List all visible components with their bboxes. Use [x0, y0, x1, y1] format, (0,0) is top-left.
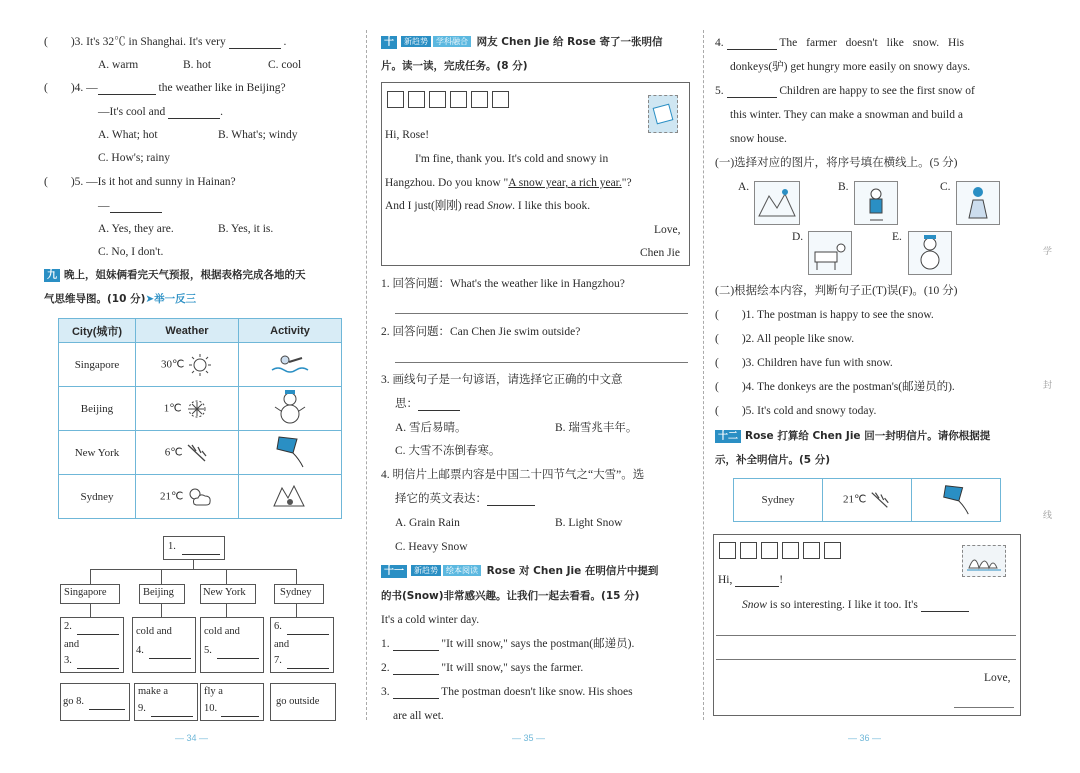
answer-line[interactable] — [716, 659, 1016, 660]
m-q2: 2. 回答问题：Can Chen Jie swim outside? — [381, 326, 581, 338]
table-row: Singapore 30℃ — [59, 343, 342, 387]
col-header-activity: Activity — [239, 319, 342, 343]
answer-blank[interactable] — [151, 705, 193, 717]
postcard: Hi, Rose! I'm fine, thank you. It's cold and snowy in Hangzhou. Do you know "A snow year, a rich year."? And I just(刚刚) read Snow. I like this book. Love, Chen Jie — [381, 82, 690, 266]
mindmap-weather-4: 6. and 7. — [270, 617, 334, 673]
answer-blank[interactable] — [727, 38, 777, 50]
q5-opt-c: C. No, I don't. — [98, 246, 164, 258]
cloudy-icon — [186, 486, 214, 508]
picture-d-farmer-donkey-icon[interactable] — [808, 231, 852, 275]
zip-code-boxes — [387, 91, 513, 111]
mindmap-city-beijing: Beijing — [139, 584, 185, 604]
answer-blank[interactable] — [77, 657, 119, 669]
q4: ( )4. — the weather like in Beijing? — [44, 82, 286, 94]
windy-icon — [185, 441, 209, 465]
page-number: — 35 — — [512, 733, 546, 743]
windy-icon — [869, 489, 891, 511]
mindmap-weather-2: cold and 4. — [132, 617, 196, 673]
column-divider — [703, 30, 704, 720]
part-2-title: (二)根据绘本内容，判断句子正(T)误(F)。(10 分) — [715, 285, 958, 297]
answer-blank[interactable] — [418, 399, 460, 411]
answer-blank[interactable] — [921, 600, 969, 612]
picture-c-children-snow-icon[interactable] — [956, 181, 1000, 225]
section-10-title: 十 新趋势 学科融合 网友 Chen Jie 给 Rose 寄了一张明信 — [381, 35, 663, 49]
opera-house-stamp-icon — [962, 545, 1006, 577]
q3-opt-a: A. warm — [98, 59, 139, 71]
col-header-city: City(城市) — [59, 319, 136, 343]
answer-blank[interactable] — [287, 623, 329, 635]
mindmap-city-newyork: New York — [200, 584, 256, 604]
section-10-title-2: 片。读一读，完成任务。(8 分) — [381, 60, 528, 72]
q5-line2: — — [98, 199, 162, 213]
answer-blank[interactable] — [487, 494, 535, 506]
column-divider — [366, 30, 367, 720]
kite-icon — [939, 482, 973, 516]
mindmap-root: 1. — [163, 536, 225, 560]
answer-blank[interactable] — [727, 86, 777, 98]
answer-blank[interactable] — [287, 657, 329, 669]
mindmap-activity-3: fly a 10. — [200, 683, 264, 721]
mindmap-activity-2: make a 9. — [134, 683, 198, 721]
zip-code-boxes — [719, 542, 845, 562]
q5-opt-b: B. Yes, it is. — [218, 223, 274, 235]
part-1-title: (一)选择对应的图片，将序号填在横线上。(5 分) — [715, 157, 958, 169]
mindmap-weather-1: 2. and 3. — [60, 617, 124, 673]
picture-a-postman-icon[interactable] — [754, 181, 800, 225]
q3: ( )3. It's 32℃ in Shanghai. It's very . — [44, 36, 287, 48]
mindmap-city-sydney: Sydney — [274, 584, 324, 604]
swimming-icon — [270, 348, 310, 378]
answer-blank[interactable] — [149, 647, 191, 659]
answer-blank[interactable] — [229, 37, 281, 49]
q3-opt-c: C. cool — [268, 59, 302, 71]
q3-opt-b: B. hot — [183, 59, 212, 71]
answer-blank[interactable] — [182, 543, 220, 555]
answer-blank[interactable] — [393, 663, 439, 675]
section-11-title-2: 的书(Snow)非常感兴趣。让我们一起去看看。(15 分) — [381, 590, 640, 602]
answer-blank[interactable] — [393, 687, 439, 699]
mindmap-activity-1: go 8. — [60, 683, 130, 721]
section-11-title: 十一 新趋势 绘本阅读 Rose 对 Chen Jie 在明信片中提到 — [381, 564, 658, 578]
related-link[interactable]: ➤举一反三 — [145, 293, 197, 305]
section-12-title: 十二 Rose 打算给 Chen Jie 回一封明信片。请你根据提 — [715, 429, 990, 443]
kite-icon — [273, 433, 307, 469]
reply-postcard: Hi, ! Snow is so interesting. I like it too. It's Love, — [713, 534, 1021, 716]
sunny-icon — [187, 354, 213, 376]
snowman-icon — [273, 389, 307, 425]
table-row: New York 6℃ — [59, 431, 342, 475]
snowy-icon — [184, 398, 210, 420]
reply-info-table: Sydney 21℃ — [733, 478, 1001, 522]
answer-blank[interactable] — [221, 705, 259, 717]
section-12-title-2: 示，补全明信片。(5 分) — [715, 454, 831, 466]
walking-icon — [270, 478, 310, 512]
mindmap-activity-4: go outside — [270, 683, 336, 721]
q4-opt-c: C. How's; rainy — [98, 152, 171, 164]
answer-blank[interactable] — [98, 83, 156, 95]
table-row: Beijing 1℃ — [59, 387, 342, 431]
mindmap-city-singapore: Singapore — [60, 584, 120, 604]
col-header-weather: Weather — [136, 319, 239, 343]
table-row: Sydney 21℃ — [59, 475, 342, 519]
weather-table — [58, 318, 342, 519]
page-number: — 36 — — [848, 733, 882, 743]
answer-blank[interactable] — [110, 201, 162, 213]
answer-line[interactable] — [395, 362, 688, 363]
section-9-title: 九 晚上，姐妹俩看完天气预报，根据表格完成各地的天 — [44, 268, 306, 282]
m-q3: 3. 画线句子是一句谚语，请选择它正确的中文意 — [381, 374, 623, 386]
stamp-icon — [648, 95, 678, 133]
picture-b-postman-wet-icon[interactable] — [854, 181, 898, 225]
q5: ( )5. —Is it hot and sunny in Hainan? — [44, 176, 236, 188]
signature-line[interactable] — [954, 707, 1014, 708]
page-number: — 34 — — [175, 733, 209, 743]
answer-blank[interactable] — [168, 107, 220, 119]
m-q4: 4. 明信片上邮票内容是中国二十四节气之“大雪”。选 — [381, 469, 645, 481]
answer-blank[interactable] — [393, 639, 439, 651]
section-9-title-2: 气思维导图。(10 分)➤举一反三 — [44, 293, 197, 305]
mindmap-weather-3: cold and 5. — [200, 617, 264, 673]
answer-line[interactable] — [395, 313, 688, 314]
q4-opt-a: A. What; hot — [98, 129, 158, 141]
answer-blank[interactable] — [217, 647, 259, 659]
answer-line[interactable] — [716, 635, 1016, 636]
picture-e-snowman-icon[interactable] — [908, 231, 952, 275]
answer-blank[interactable] — [89, 698, 125, 710]
answer-blank[interactable] — [735, 575, 779, 587]
q4-opt-b: B. What's; windy — [218, 129, 298, 141]
q4-line2: —It's cool and . — [98, 106, 223, 118]
answer-blank[interactable] — [77, 623, 119, 635]
q5-opt-a: A. Yes, they are. — [98, 223, 174, 235]
m-q1: 1. 回答问题：What's the weather like in Hangzhou? — [381, 278, 625, 290]
